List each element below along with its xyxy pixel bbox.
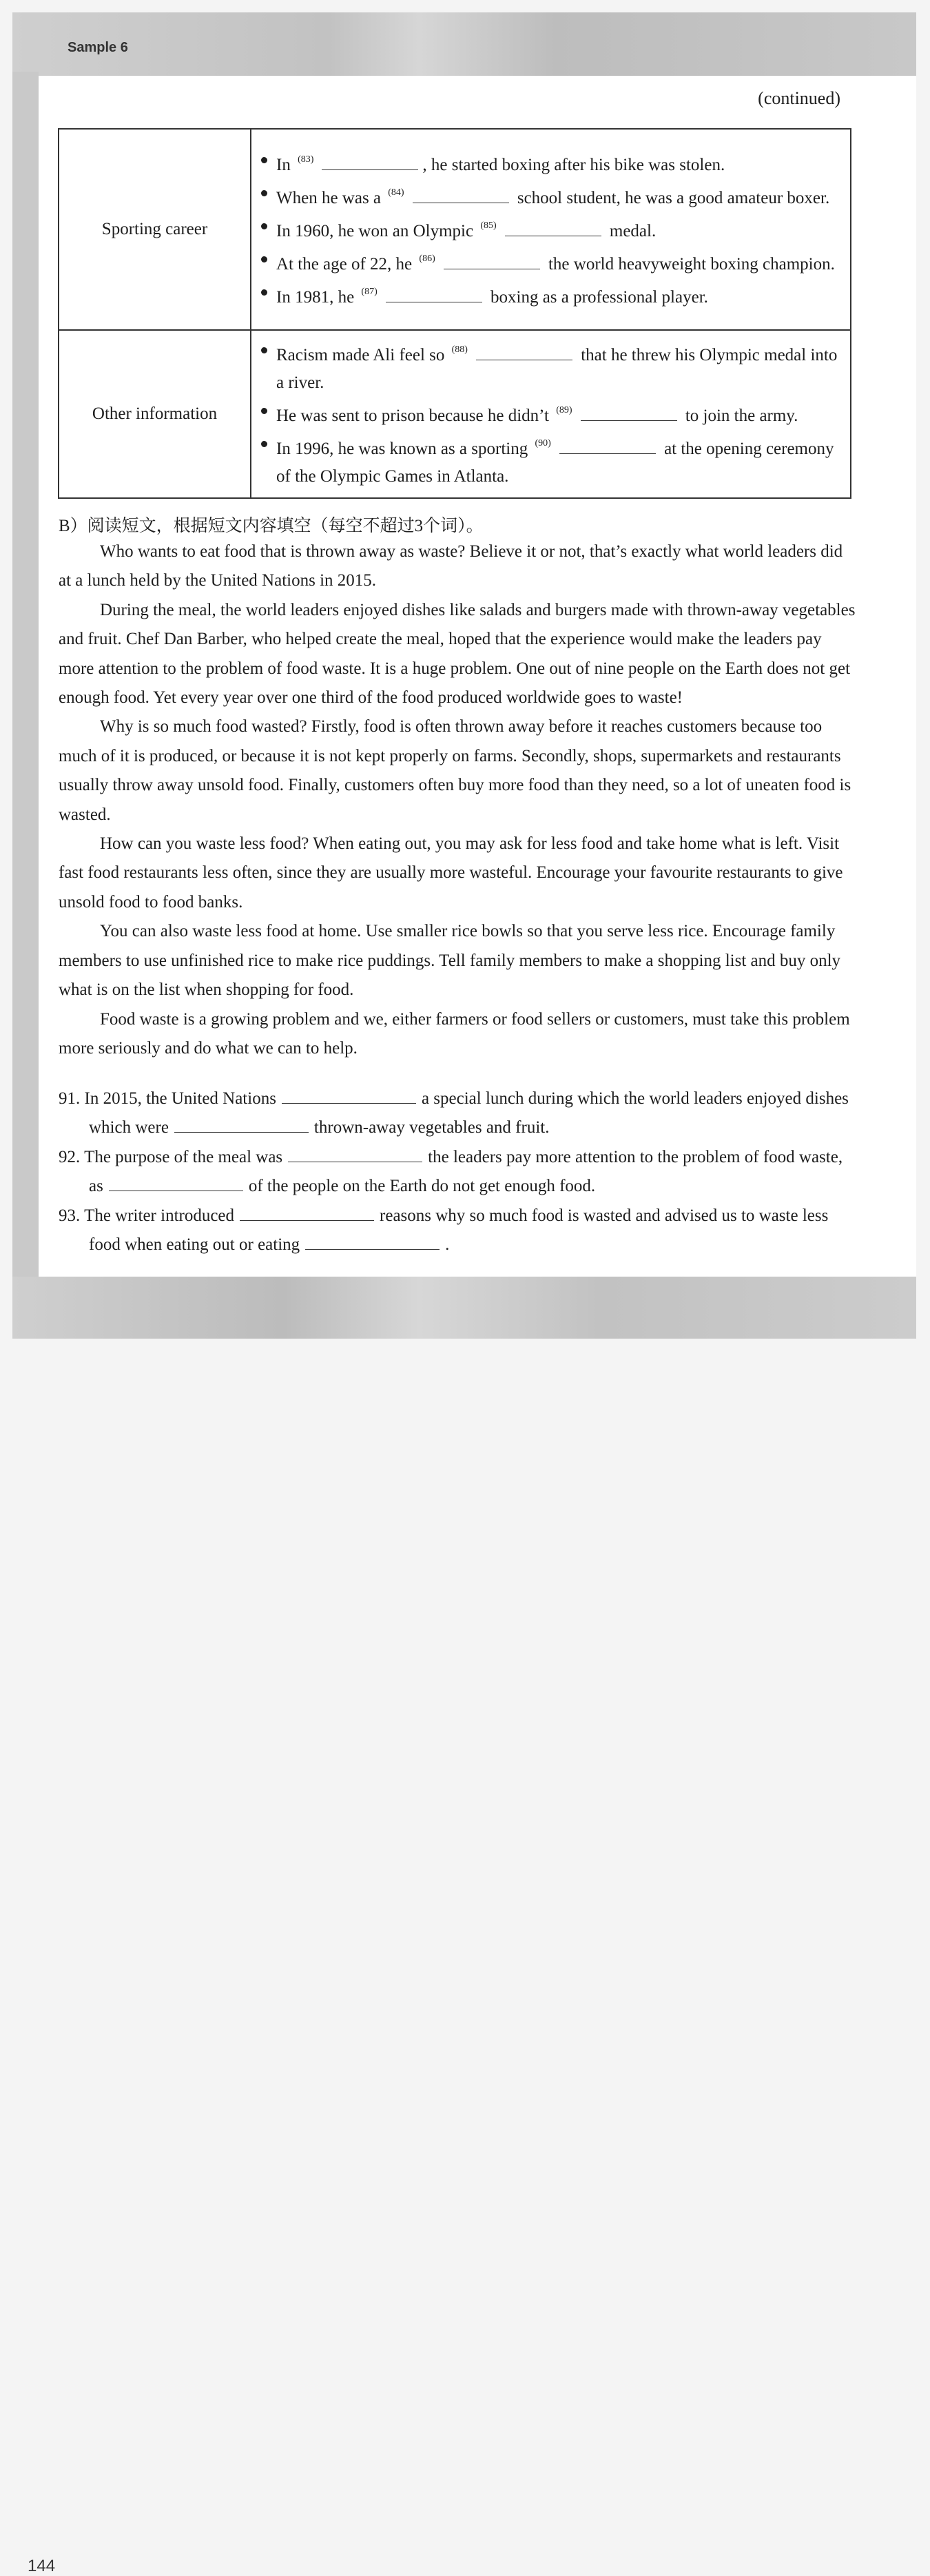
part-b-instruction: B）阅读短文，根据短文内容填空（每空不超过3个词）。: [59, 517, 484, 535]
answer-blank[interactable]: [288, 1146, 422, 1162]
info-table: [58, 128, 851, 499]
row-category: Sporting career: [59, 129, 251, 330]
passage-paragraph: During the meal, the world leaders enjoyed dishes like salads and burgers made with thrown-away vegetables and fruit. Chef Dan Barber, who helped create the meal, hoped that the experience would make the leaders pay more attention to the problem of food waste. It is a huge problem. One out of nine people on the Earth does not get enough food. Yet every year over one third of the food produced worldwide goes to waste!: [59, 600, 856, 708]
left-margin-band: [12, 72, 39, 1284]
bullet-list: [260, 336, 845, 491]
question-list: [59, 1084, 858, 1259]
passage-paragraph: Who wants to eat food that is thrown away as waste? Believe it or not, that’s exactly what world leaders did at a lunch held by the United Nations in 2015.: [59, 542, 843, 590]
answer-blank[interactable]: [305, 1234, 440, 1250]
blank-number: (90): [535, 438, 551, 449]
reading-passage: [59, 537, 858, 1063]
answer-blank[interactable]: [413, 187, 509, 203]
list-item: In 1960, he won an Olympic $^{(85)}$ medal.: [260, 212, 845, 245]
answer-blank[interactable]: [476, 344, 572, 360]
blank-number: (88): [451, 344, 468, 355]
question-number: 92.: [59, 1147, 81, 1166]
answer-blank[interactable]: [322, 154, 418, 170]
list-item: When he was a $^{(84)}$ school student, he was a good amateur boxer.: [260, 179, 845, 212]
answer-blank[interactable]: [109, 1175, 243, 1191]
answer-blank[interactable]: [386, 287, 482, 302]
question-number: 91.: [59, 1089, 81, 1108]
passage-paragraph: How can you waste less food? When eating out, you may ask for less food and take home what is left. Visit fast food restaurants less often, since they are usually more wasteful. Encourage your favourite restaurants to give unsold food to food banks.: [59, 834, 843, 911]
page: [12, 12, 916, 2575]
question-item: 93. The writer introduced reasons why so much food is wasted and advised us to waste less food when eating out or eating .: [59, 1206, 829, 1255]
table-row: [59, 330, 851, 498]
answer-blank[interactable]: [174, 1117, 309, 1133]
footer-band: [12, 1277, 916, 2575]
blank-number: (84): [388, 187, 404, 198]
blank-number: (83): [298, 154, 314, 165]
list-item: He was sent to prison because he didn’t $^{(89)}$ to join the army.: [260, 397, 845, 430]
bullet-list: [260, 146, 845, 311]
list-item: In 1981, he $^{(87)}$ boxing as a professional player.: [260, 278, 845, 311]
blank-number: (89): [556, 405, 572, 415]
question-item: 91. In 2015, the United Nations a special lunch during which the world leaders enjoyed dishes which were thrown-away vegetables and fruit.: [59, 1089, 849, 1137]
answer-blank[interactable]: [505, 220, 601, 236]
passage-paragraph: Food waste is a growing problem and we, either farmers or food sellers or customers, must take this problem more seriously and do what we can to help.: [59, 1009, 850, 1058]
answer-blank[interactable]: [444, 254, 540, 269]
question-item: 92. The purpose of the meal was the leaders pay more attention to the problem of food waste, as of the people on the Earth do not get enough food.: [59, 1147, 843, 1196]
answer-blank[interactable]: [559, 438, 656, 454]
row-items: [251, 129, 851, 330]
passage-paragraph: Why is so much food wasted? Firstly, food is often thrown away before it reaches customers because too much of it is produced, or because it is not kept properly on farms. Secondly, shops, supermarkets and restaurants usually throw away unsold food. Finally, customers often buy more food than they need, so a lot of uneaten food is wasted.: [59, 717, 851, 824]
row-items: [251, 330, 851, 498]
list-item: In $^{(83)}$ , he started boxing after his bike was stolen.: [260, 146, 845, 179]
row-category: Other information: [59, 330, 251, 498]
question-number: 93.: [59, 1206, 81, 1225]
header-band: [12, 12, 916, 76]
table-row: [59, 129, 851, 330]
answer-blank[interactable]: [240, 1205, 374, 1221]
sample-label: Sample 6: [68, 40, 128, 55]
blank-number: (85): [480, 220, 497, 231]
blank-number: (87): [361, 287, 378, 297]
answer-blank[interactable]: [282, 1088, 416, 1104]
passage-paragraph: You can also waste less food at home. Use smaller rice bowls so that you serve less rice. Encourage family members to use unfinished rice to make rice puddings. Tell family members to make a shopping list and buy only what is on the list when shopping for food.: [59, 922, 841, 1000]
list-item: At the age of 22, he $^{(86)}$ the world heavyweight boxing champion.: [260, 245, 845, 278]
continued-label: (continued): [758, 88, 840, 108]
blank-number: (86): [419, 254, 435, 264]
list-item: In 1996, he was known as a sporting $^{(90)}$ at the opening ceremony of the Olympic Games in Atlanta.: [260, 430, 845, 491]
answer-blank[interactable]: [581, 405, 677, 421]
list-item: Racism made Ali feel so $^{(88)}$ that he threw his Olympic medal into a river.: [260, 336, 845, 397]
page-number: 144: [28, 2557, 56, 2575]
